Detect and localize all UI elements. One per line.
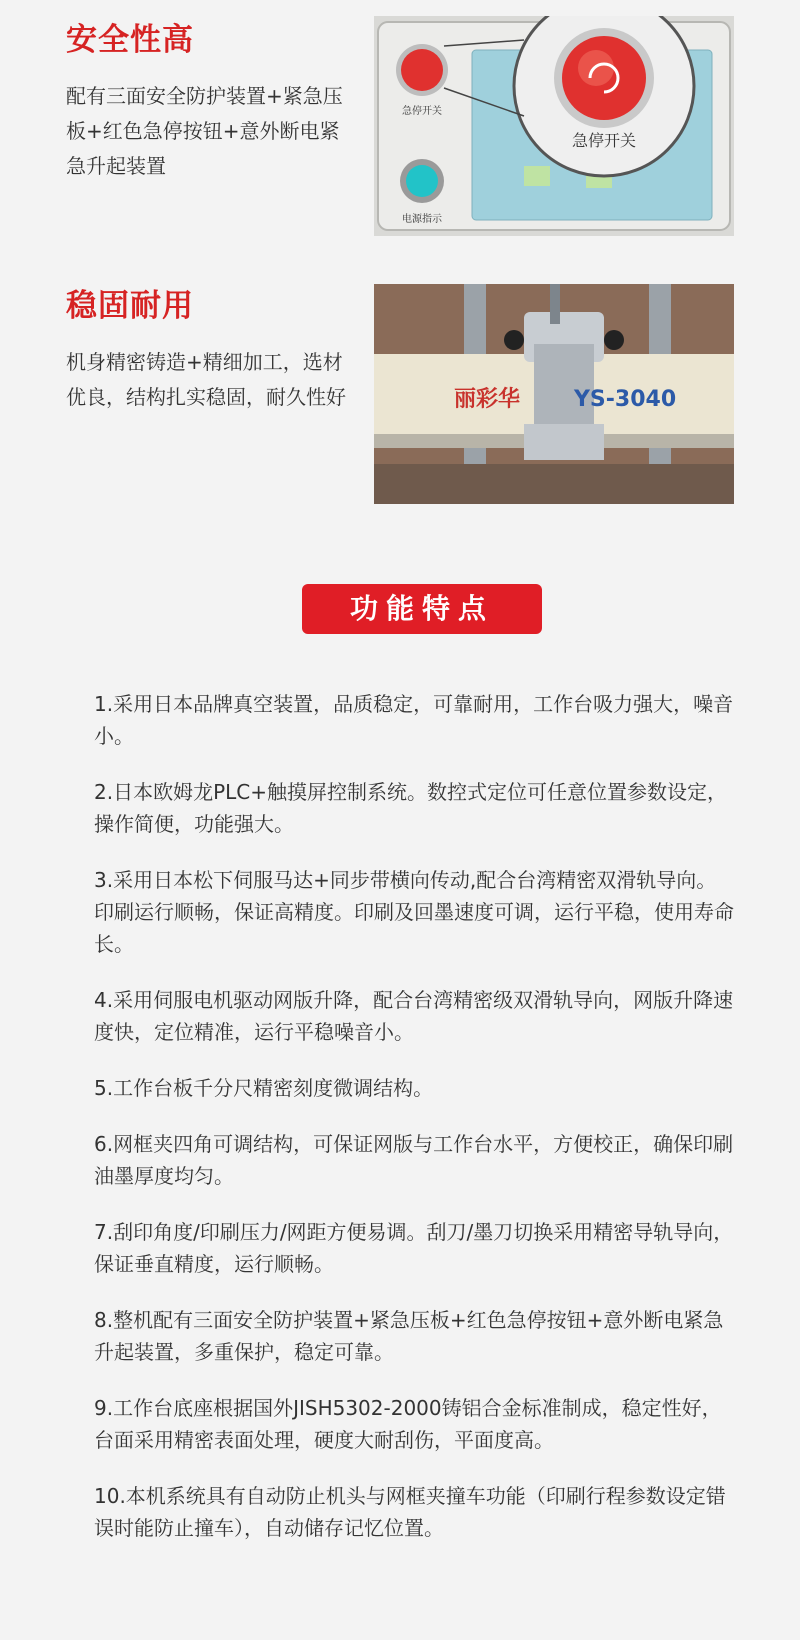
stop-switch-label: 急停开关 [402,106,442,117]
list-item: 3.采用日本松下伺服马达+同步带横向传动,配合台湾精密双滑轨导向。印刷运行顺畅，保证高精度。印刷及回墨速度可调，运行平稳，使用寿命长。 [94,868,734,956]
list-item: 8.整机配有三面安全防护装置+紧急压板+红色急停按钮+意外断电紧急升起装置，多重保护，稳定可靠。 [94,1308,724,1364]
brand-label: 丽彩华 [454,387,521,412]
stop-switch-zoom-label: 急停开关 [571,131,637,150]
list-item: 5.工作台板千分尺精密刻度微调结构。 [94,1076,434,1100]
power-indicator-label: 电源指示 [402,214,442,225]
feature-body: 机身精密铸造+精细加工，选材优良，结构扎实稳固，耐久性好 [66,350,346,409]
machine-illustration [374,284,734,504]
list-item: 6.网框夹四角可调结构，可保证网版与工作台水平，方便校正，确保印刷油墨厚度均匀。 [94,1132,734,1188]
feature-list [94,688,734,1568]
feature-durable [66,280,356,415]
list-item: 7.刮印角度/印刷压力/网距方便易调。刮刀/墨刀切换采用精密导轨导向，保证垂直精度，运行顺畅。 [94,1220,734,1276]
list-item: 1.采用日本品牌真空装置，品质稳定，可靠耐用，工作台吸力强大，噪音小。 [94,692,734,748]
feature-title: 稳固耐用 [66,288,194,324]
list-item: 10.本机系统具有自动防止机头与网框夹撞车功能（印刷行程参数设定错误时能防止撞车），自动储存记忆位置。 [94,1484,726,1540]
list-item: 2.日本欧姆龙PLC+触摸屏控制系统。数控式定位可任意位置参数设定，操作简便，功能强大。 [94,780,728,836]
model-label: YS-3040 [574,387,677,412]
section-title-banner: 功能特点 [302,584,542,634]
list-item: 9.工作台底座根据国外JISH5302-2000铸铝合金标准制成，稳定性好，台面采用精密表面处理，硬度大耐刮伤，平面度高。 [94,1396,722,1452]
control-panel-photo [374,16,734,236]
feature-safety [66,14,356,184]
control-panel-illustration [374,16,734,236]
machine-photo [374,284,734,504]
feature-body: 配有三面安全防护装置+紧急压板+红色急停按钮+意外断电紧急升起装置 [66,84,343,178]
feature-title: 安全性高 [66,22,194,58]
list-item: 4.采用伺服电机驱动网版升降，配合台湾精密级双滑轨导向，网版升降速度快，定位精准，运行平稳噪音小。 [94,988,734,1044]
